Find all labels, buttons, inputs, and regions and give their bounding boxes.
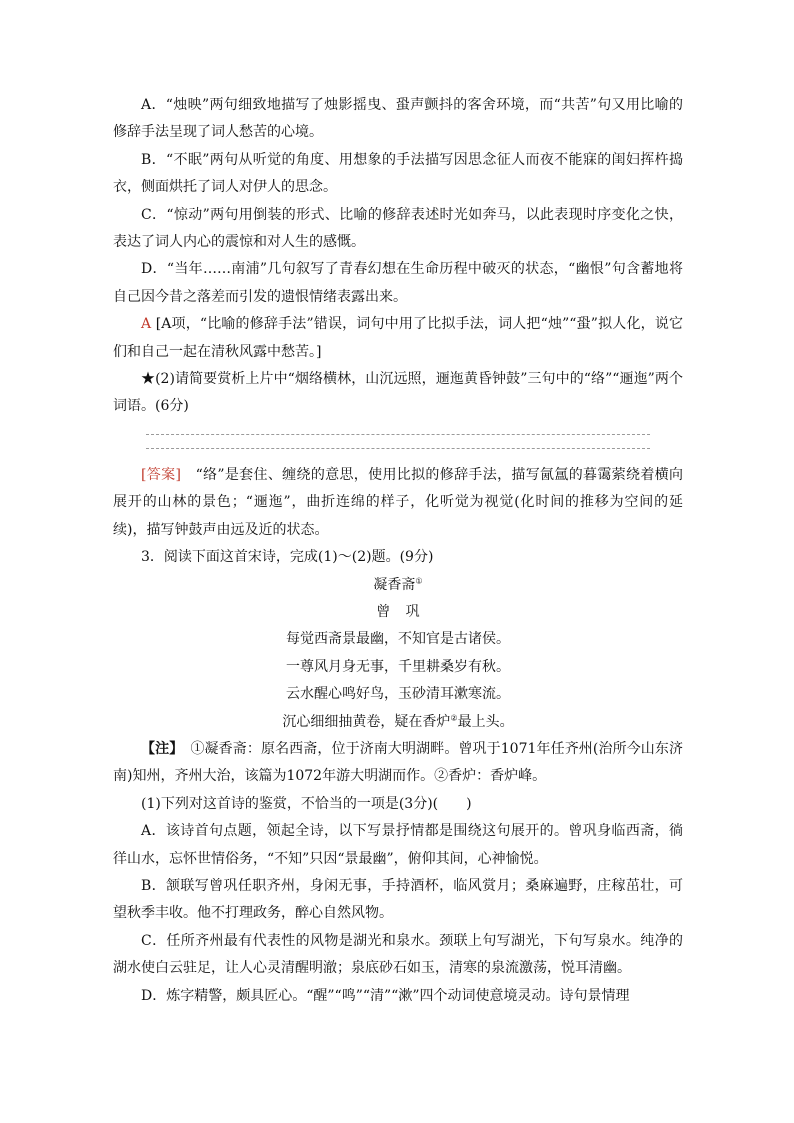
answer-explanation (113, 311, 683, 366)
poem-line-note: ② (450, 712, 458, 722)
poem-notes (113, 736, 683, 791)
answer-label: [答案] (141, 466, 181, 483)
question-3-intro: 3．阅读下面这首宋诗，完成(1)～(2)题。(9分) (141, 549, 434, 566)
poem-line-2: 一尊风月身无事，千里耕桑岁有秋。 (286, 658, 510, 675)
option-d: D．“当年……南浦”几句叙写了青春幻想在生命历程中破灭的状态，“幽恨”句含蓄地将自己因今昔之落差而引发的遗恨情绪表露出来。 (113, 261, 683, 305)
option-a: A．“烛映”两句细致地描写了烛影摇曳、蛩声颤抖的客舍环境，而“共苦”句又用比喻的修辞手法呈现了词人愁苦的心境。 (113, 97, 683, 141)
poem-author-text: 曾巩 (376, 603, 436, 620)
note-text: ①凝香斋：原名西斋，位于济南大明湖畔。曾巩于1071年任齐州(治所今山东济南)知州，齐州大治，该篇为1072年游大明湖而作。②香炉：香炉峰。 (113, 740, 684, 785)
option-b: B．“不眠”两句从听觉的角度、用想象的手法描写因思念征人而夜不能寐的闺妇挥杵捣衣，侧面烘托了词人对伊人的思念。 (113, 151, 683, 196)
answer-line-1 (146, 434, 650, 435)
poem-line-4: 沉心细细抽黄卷，疑在香炉②最上头。 (282, 712, 514, 730)
poem-title-text: 凝香斋 (373, 576, 416, 593)
option-c: C．“惊动”两句用倒装的形式、比喻的修辞表述时光如奔马，以此表现时序变化之快，表达了词人内心的震惊和对人生的感慨。 (113, 206, 683, 251)
sub2-answer (113, 462, 683, 544)
answer-line-2 (146, 448, 650, 449)
poem-title (113, 572, 683, 599)
question-2-sub-2: ★(2)请简要赏析上片中“烟络横林，山沉远照，逦迤黄昏钟鼓”三句中的“络”“逦迤”两个词语。(6分) (113, 371, 683, 415)
document-page (113, 92, 683, 1010)
poem-line-3: 云水醒心鸣好鸟，玉砂清耳漱寒流。 (286, 686, 510, 703)
q3-option-b: B．颔联写曾巩任职齐州，身闲无事，手持酒杯，临风赏月；桑麻遍野，庄稼茁壮，可望秋季丰收。他不打理政务，醉心自然风物。 (113, 877, 683, 922)
poem-author (113, 599, 683, 626)
q3-option-d: D．炼字精警，颇具匠心。“醒”“鸣”“清”“漱”四个动词使意境灵动。诗句景情理 (141, 987, 630, 1004)
q3-option-c: C．任所齐州最有代表性的风物是湖光和泉水。颈联上句写湖光，下句写泉水。纯净的湖水使白云驻足，让人心灵清醒明澈；泉底砂石如玉，清寒的泉流激荡，悦耳清幽。 (113, 932, 683, 977)
sub2-answer-text: “络”是套住、缠绕的意思，使用比拟的修辞手法，描写氤氲的暮霭萦绕着横向展开的山林的景色；“逦迤”，曲折连绵的样子，化听觉为视觉(化时间的推移为空间的延续)，描写钟鼓声由远及近的状态。 (113, 466, 683, 538)
poem-line-1: 每觉西斋景最幽，不知官是古诸侯。 (286, 631, 510, 648)
answer-explanation-text: [A项，“比喻的修辞手法”错误，词句中用了比拟手法，词人把“烛”“蛩”拟人化，说它们和自己一起在清秋风露中愁苦。] (113, 316, 684, 360)
question-3-sub-1: (1)下列对这首诗的鉴赏，不恰当的一项是(3分)( ) (141, 795, 472, 812)
answer-letter: A (141, 316, 152, 333)
poem-title-note: ① (415, 575, 423, 585)
note-label: 【注】 (141, 740, 177, 757)
q3-option-a: A．该诗首句点题，领起全诗，以下写景抒情都是围绕这句展开的。曾巩身临西斋，徜徉山水，忘怀世情俗务，“不知”只因“景最幽”，俯仰其间，心神愉悦。 (113, 823, 683, 867)
